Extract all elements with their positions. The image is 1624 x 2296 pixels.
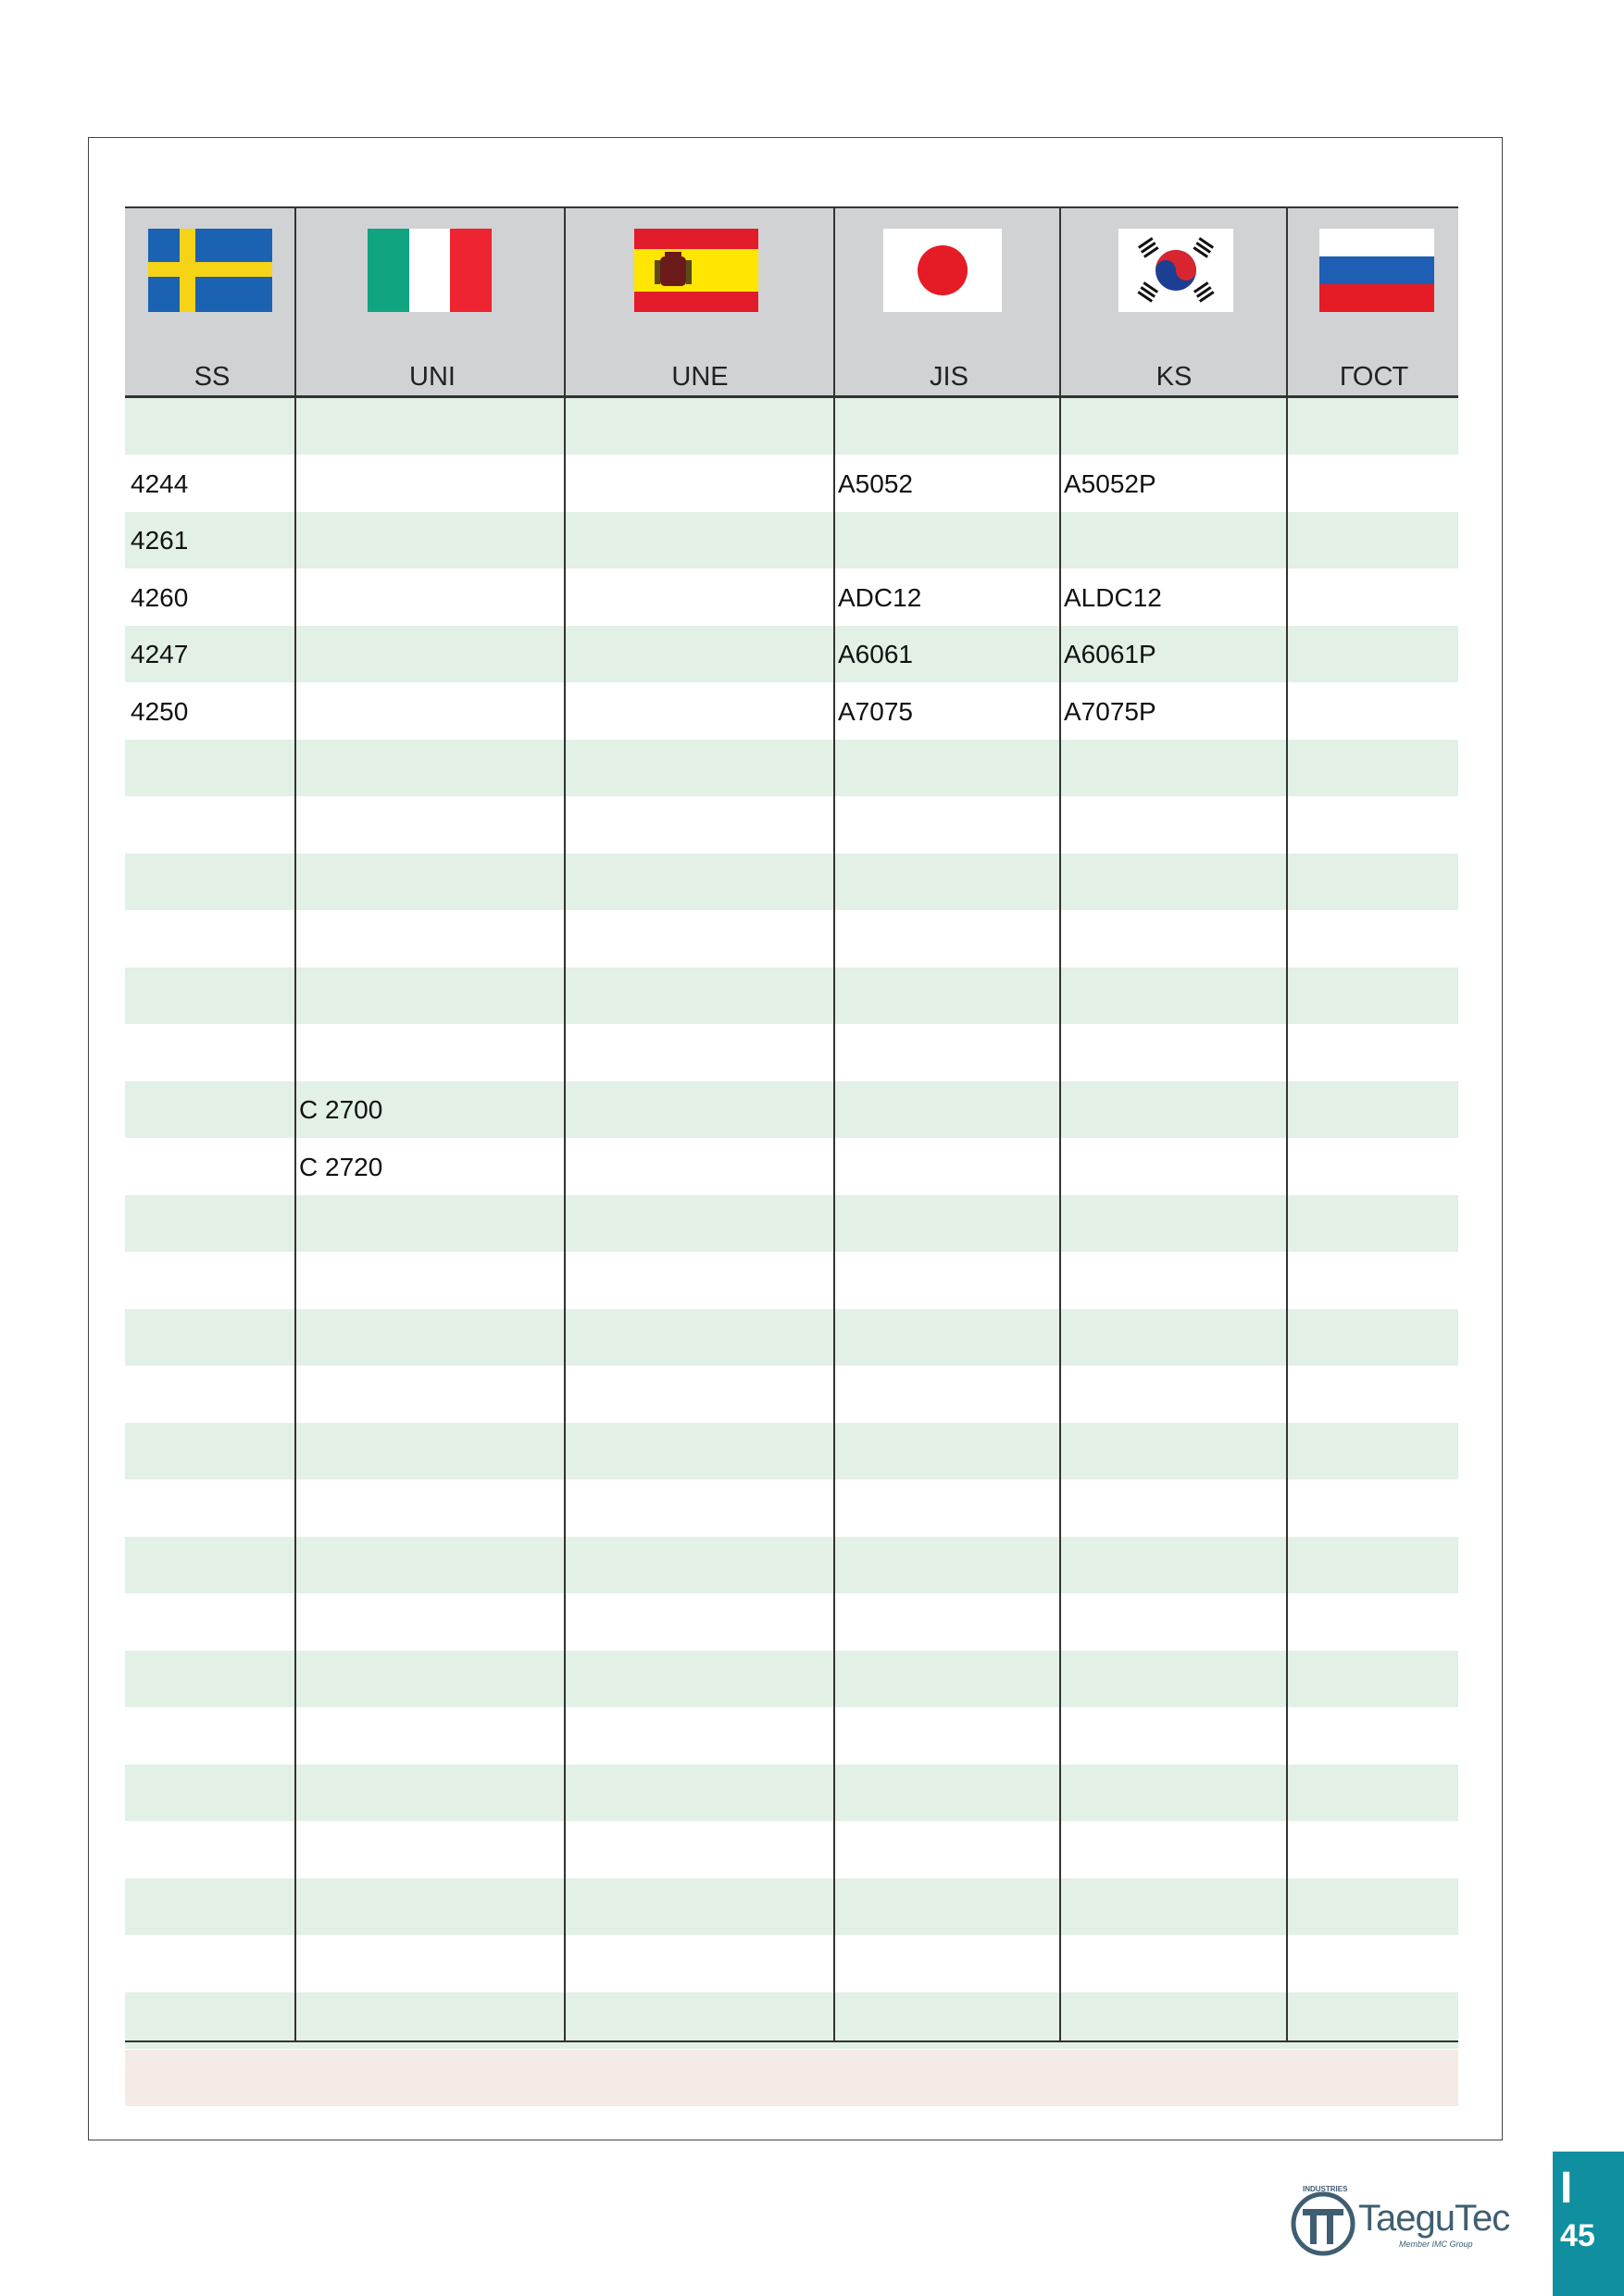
table-row [125,512,1458,568]
section-letter: I [1560,2164,1573,2213]
table-cell: A6061P [1064,640,1156,668]
table-row [125,1537,1458,1593]
header-une: UNE [671,362,729,392]
table-cell: A5052 [838,468,913,498]
table-cell: A7075 [838,696,913,726]
sweden-flag-icon [148,229,272,312]
table-row [125,683,1458,740]
table-row [125,1878,1458,1935]
table-cell: A6061 [838,640,913,668]
table-row [125,1936,1458,1992]
table-cell: 4244 [131,468,189,498]
column-divider [833,206,835,2040]
table-row [125,1253,1458,1309]
table-cell: A7075P [1064,696,1156,726]
table-row [125,1366,1458,1423]
table-row [125,1651,1458,1707]
table-row [125,1708,1458,1765]
table-row [125,1594,1458,1651]
brand-tagline: Member IMC Group [1399,2240,1473,2249]
table-row [125,1822,1458,1878]
spain-flag-icon [634,229,758,312]
table-row [125,1025,1458,1081]
column-divider [1059,206,1061,2040]
table-cell: C 2700 [299,1095,383,1124]
brand-name: TaeguTec [1358,2198,1510,2239]
table-row [125,1081,1458,1138]
section-tab [1553,2152,1624,2296]
table-cell: ADC12 [838,582,922,612]
table-cell: 4261 [131,526,189,555]
column-divider [1286,206,1288,2040]
table-cell: A5052P [1064,468,1156,498]
table-row [125,1195,1458,1252]
table-row [125,1423,1458,1479]
table-row [125,797,1458,854]
taegutec-emblem-icon [1290,2189,1356,2259]
table-row [125,911,1458,967]
table-row [125,569,1458,626]
header-jis: JIS [930,362,968,392]
russia-flag-icon [1319,229,1434,312]
table-cell: 4260 [131,582,189,612]
table-cell: 4247 [131,640,189,668]
header-ss: SS [194,362,231,392]
header-uni: UNI [409,362,456,392]
table-row [125,740,1458,796]
table-row [125,455,1458,512]
brand-badge: INDUSTRIES [1303,2185,1348,2193]
table-row [125,854,1458,910]
table-row [125,398,1458,455]
taegutec-logo [1290,2185,1521,2259]
table-row [125,1480,1458,1537]
japan-flag-icon [883,229,1002,312]
column-divider [294,206,296,2040]
table-cell: C 2720 [299,1152,383,1181]
table-bottom-rule [125,2040,1458,2042]
table-row [125,2050,1458,2106]
header-ks: KS [1156,362,1193,392]
table-row [125,1765,1458,1821]
table-row [125,1139,1458,1195]
table-cell: 4250 [131,696,189,726]
header-gost: ГОСТ [1339,362,1409,392]
table-cell: ALDC12 [1064,582,1162,612]
table-header [125,206,1458,398]
italy-flag-icon [368,229,492,312]
column-divider [564,206,566,2040]
page-number: 45 [1560,2218,1595,2253]
korea-flag-icon [1118,229,1233,312]
material-cross-reference-table [125,206,1458,2042]
table-row [125,1309,1458,1366]
table-row [125,626,1458,682]
table-row [125,967,1458,1024]
